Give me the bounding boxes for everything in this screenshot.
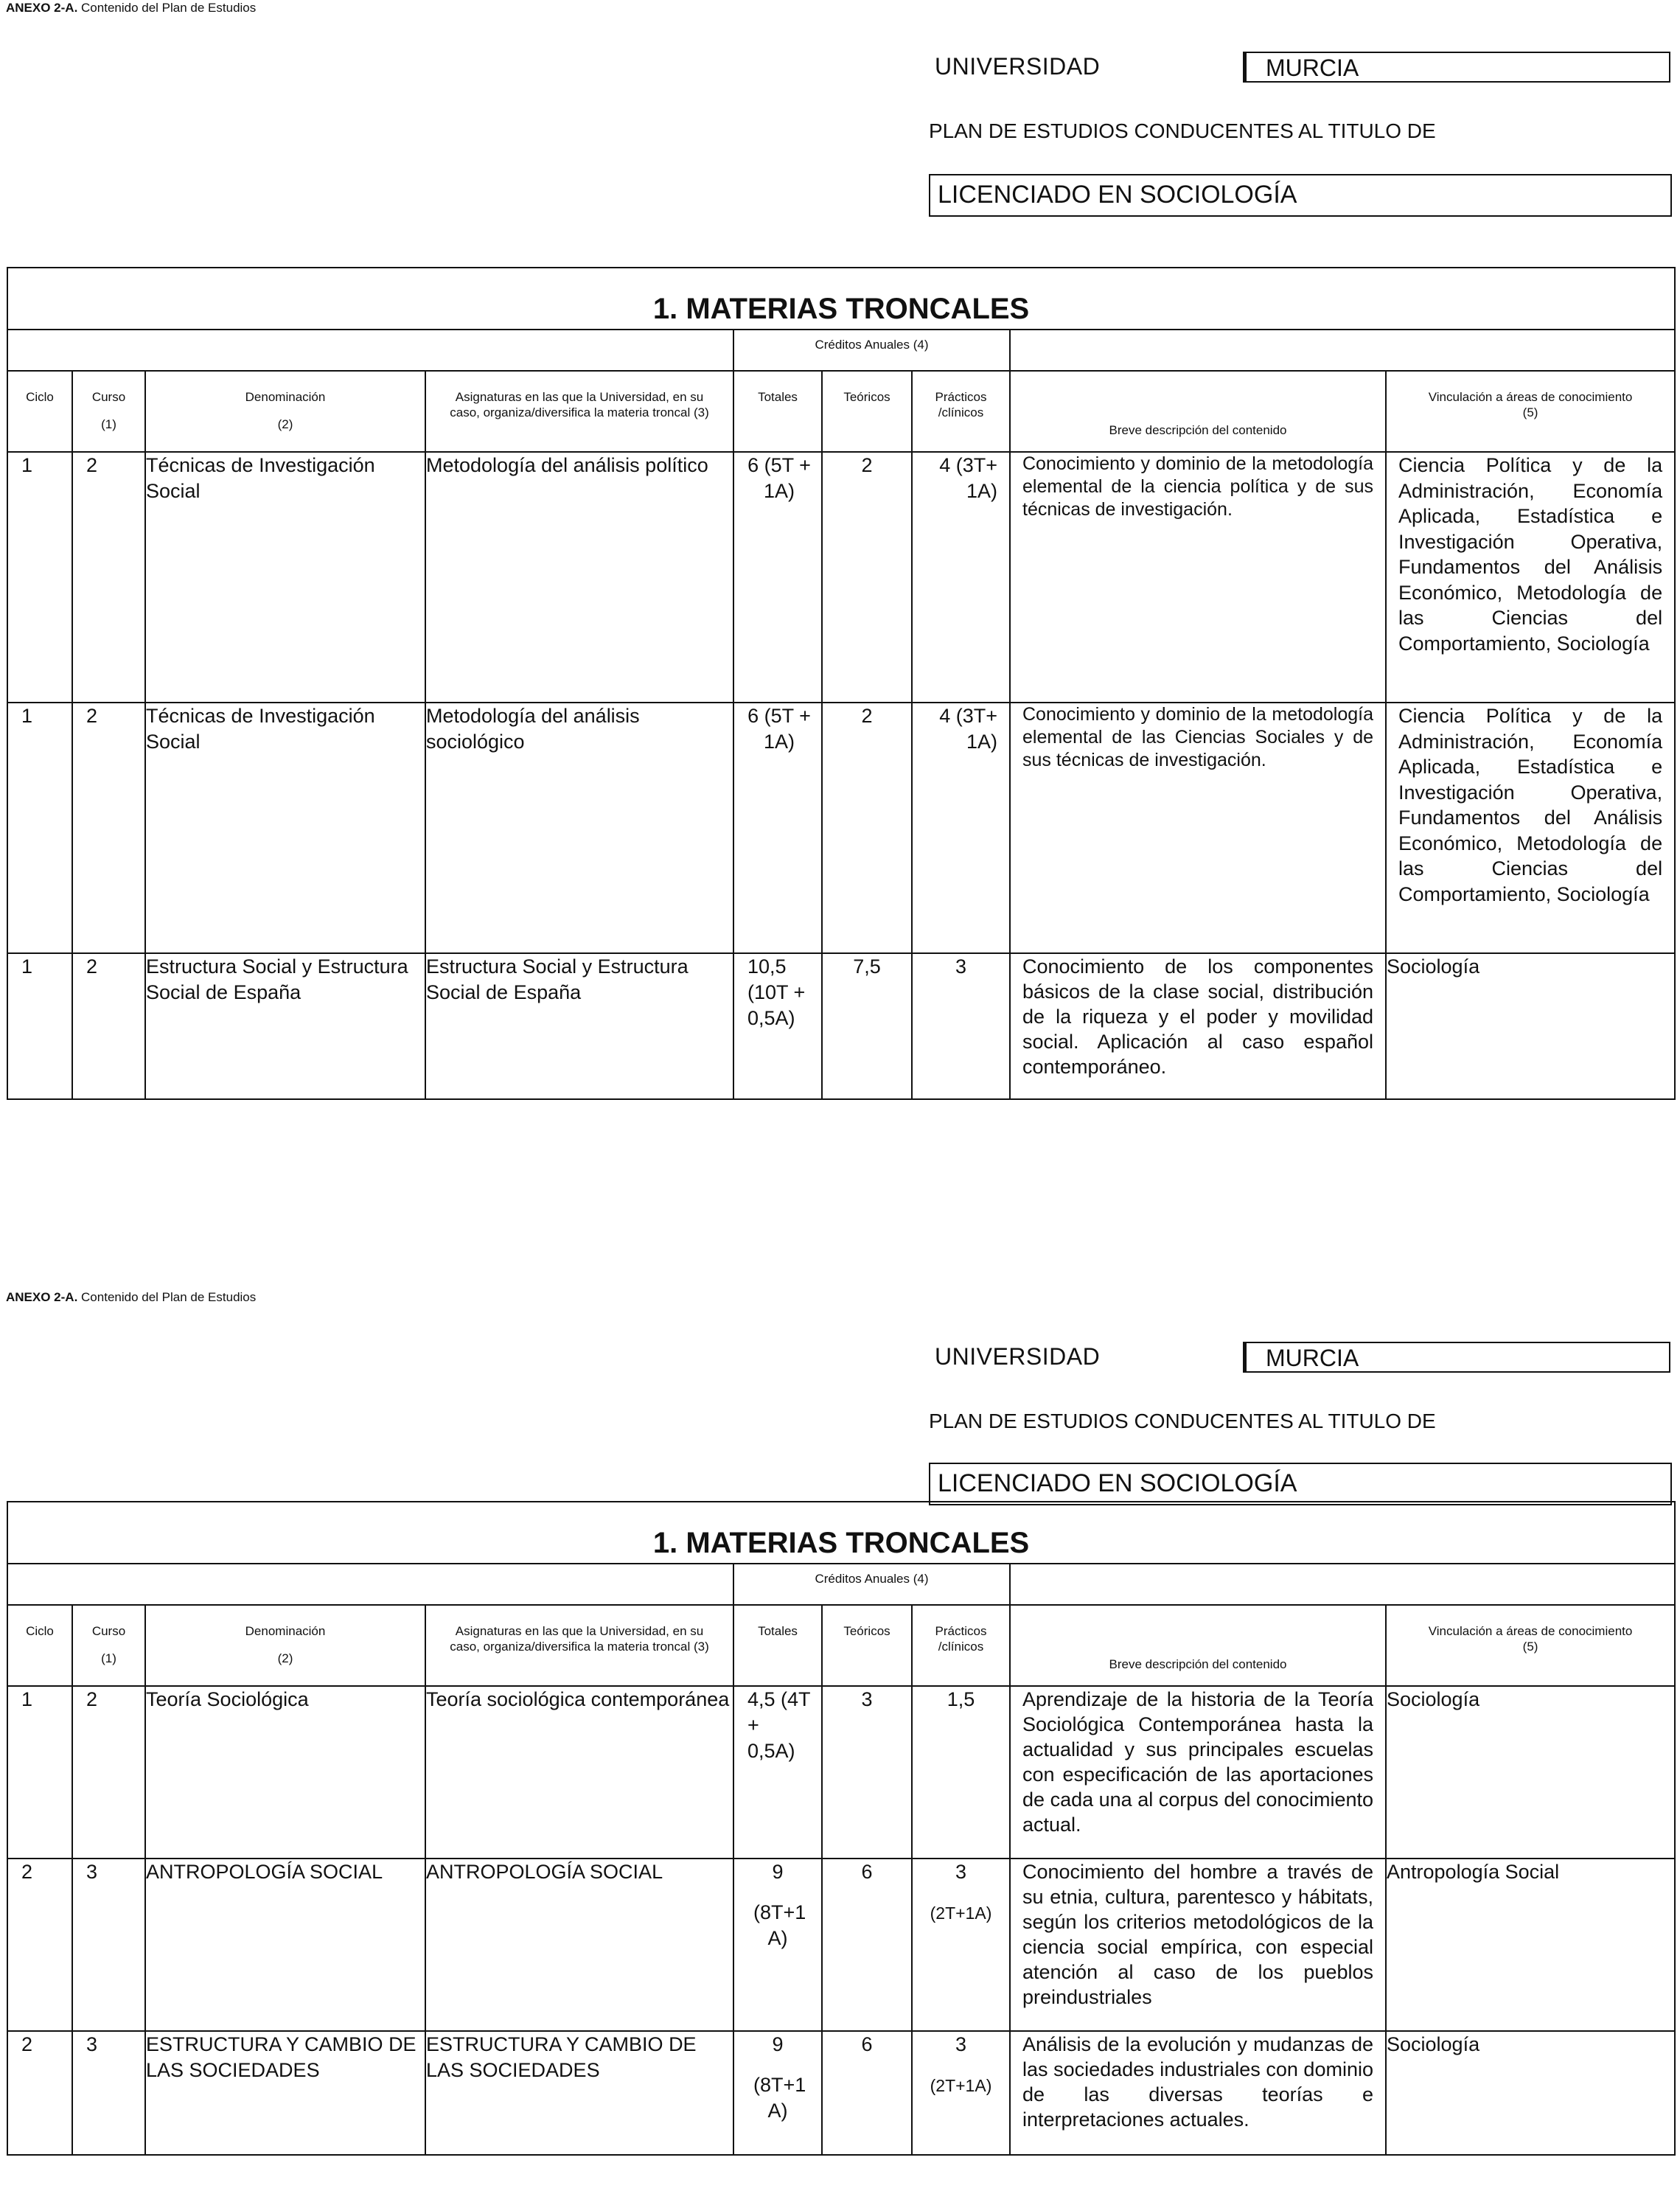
header-totales: Totales (733, 1605, 822, 1686)
cell-vinculacion: Ciencia Política y de la Administración, Economía Aplicada, Estadística e Investigación Operativa, Fundamentos del Análisis Económico, Metodología de las Ciencias del Comportamiento, Sociología (1386, 703, 1675, 953)
cell-vinculacion: Sociología (1386, 1686, 1675, 1859)
plan-label: PLAN DE ESTUDIOS CONDUCENTES AL TITULO DE (929, 1410, 1436, 1432)
cell-totales (733, 2031, 822, 2155)
cell-descripcion: Conocimiento del hombre a través de su etnia, cultura, parentesco y hábitats, según los criterios metodológicos de la ciencia social empírica, con especial atención al caso de los pueblos preindustriales (1010, 1859, 1386, 2031)
header-asignaturas: Asignaturas en las que la Universidad, en su caso, organiza/diversifica la materia troncal (3) (425, 1605, 733, 1686)
cell-teoricos: 2 (822, 703, 912, 953)
cell-teoricos: 6 (822, 1859, 912, 2031)
header-practicos: Prácticos /clínicos (912, 1605, 1010, 1686)
annex-label (6, 1, 256, 15)
annex-text: Contenido del Plan de Estudios (81, 1290, 257, 1304)
cell-asignatura: Teoría sociológica contemporánea (425, 1686, 733, 1859)
totales-main: 9 (772, 2033, 784, 2055)
header-teoricos: Teóricos (822, 1605, 912, 1686)
annex-label (6, 1290, 256, 1305)
header-curso: Curso (1) (72, 371, 145, 452)
cell-curso: 3 (72, 2031, 145, 2155)
creditos-header: Créditos Anuales (4) (733, 1564, 1010, 1605)
cell-asignatura: ANTROPOLOGÍA SOCIAL (425, 1859, 733, 2031)
totales-main: 9 (772, 1861, 784, 1883)
cell-descripcion: Análisis de la evolución y mudanzas de las sociedades industriales con dominio de las diversas teorías e interpretaciones actuales. (1010, 2031, 1386, 2155)
cell-vinculacion: Antropología Social (1386, 1859, 1675, 2031)
titulo-field: LICENCIADO EN SOCIOLOGÍA (929, 1463, 1672, 1505)
header-asignaturas: Asignaturas en las que la Universidad, en su caso, organiza/diversifica la materia troncal (3) (425, 371, 733, 452)
cell-practicos (912, 1859, 1010, 2031)
cell-denominacion: ANTROPOLOGÍA SOCIAL (145, 1859, 425, 2031)
header-vinculacion: Vinculación a áreas de conocimiento (5) (1386, 1605, 1675, 1686)
cell-practicos (912, 2031, 1010, 2155)
totales-sub: (8T+1 A) (753, 2074, 806, 2122)
universidad-field: MURCIA (1243, 52, 1670, 83)
cell-denominacion: ESTRUCTURA Y CAMBIO DE LAS SOCIEDADES (145, 2031, 425, 2155)
cell-totales (733, 1859, 822, 2031)
titulo-field: LICENCIADO EN SOCIOLOGÍA (929, 174, 1672, 217)
cell-ciclo: 1 (7, 1686, 72, 1859)
annex-code: ANEXO 2-A. (6, 1, 78, 15)
cell-practicos: 4 (3T+ 1A) (912, 452, 1010, 703)
table-title: 1. MATERIAS TRONCALES (7, 1502, 1675, 1564)
cell-descripcion: Conocimiento y dominio de la metodología elemental de las Ciencias Sociales y de sus técnicas de investigación. (1010, 703, 1386, 953)
cell-curso: 2 (72, 703, 145, 953)
cell-asignatura: Estructura Social y Estructura Social de España (425, 953, 733, 1099)
cell-totales: 6 (5T + 1A) (733, 452, 822, 703)
cell-totales: 6 (5T + 1A) (733, 703, 822, 953)
header-denominacion: Denominación (2) (145, 371, 425, 452)
header-curso: Curso (1) (72, 1605, 145, 1686)
cell-teoricos: 7,5 (822, 953, 912, 1099)
cell-asignatura: Metodología del análisis sociológico (425, 703, 733, 953)
cell-denominacion: Técnicas de Investigación Social (145, 452, 425, 703)
cell-totales: 4,5 (4T + 0,5A) (733, 1686, 822, 1859)
cell-ciclo: 2 (7, 2031, 72, 2155)
header-practicos: Prácticos /clínicos (912, 371, 1010, 452)
table-row (7, 1686, 1675, 1859)
cell-vinculacion: Ciencia Política y de la Administración, Economía Aplicada, Estadística e Investigación Operativa, Fundamentos del Análisis Económico, Metodología de las Ciencias del Comportamiento, Sociología (1386, 452, 1675, 703)
header-totales: Totales (733, 371, 822, 452)
cell-descripcion: Conocimiento y dominio de la metodología elemental de la ciencia política y de sus técnicas de investigación. (1010, 452, 1386, 703)
creditos-header: Créditos Anuales (4) (733, 330, 1010, 371)
cell-teoricos: 3 (822, 1686, 912, 1859)
practicos-main: 3 (955, 1861, 967, 1883)
materias-troncales-table (7, 1501, 1676, 2156)
page-section-2 (0, 1096, 1680, 2191)
cell-curso: 3 (72, 1859, 145, 2031)
cell-teoricos: 6 (822, 2031, 912, 2155)
universidad-label: UNIVERSIDAD (935, 1343, 1101, 1370)
cell-ciclo: 1 (7, 703, 72, 953)
header-ciclo: Ciclo (7, 1605, 72, 1686)
cell-vinculacion: Sociología (1386, 953, 1675, 1099)
materias-troncales-table (7, 267, 1676, 1100)
cell-curso: 2 (72, 1686, 145, 1859)
annex-text: Contenido del Plan de Estudios (81, 1, 257, 15)
practicos-sub: (2T+1A) (930, 2076, 992, 2095)
header-denominacion: Denominación (2) (145, 1605, 425, 1686)
header-teoricos: Teóricos (822, 371, 912, 452)
blank-header-cell (1010, 1564, 1675, 1605)
header-descripcion: Breve descripción del contenido (1010, 1605, 1386, 1686)
cell-asignatura: Metodología del análisis político (425, 452, 733, 703)
table-row (7, 953, 1675, 1099)
table-title: 1. MATERIAS TRONCALES (7, 268, 1675, 330)
cell-vinculacion: Sociología (1386, 2031, 1675, 2155)
table-row (7, 703, 1675, 953)
table-row (7, 1859, 1675, 2031)
cell-ciclo: 1 (7, 452, 72, 703)
cell-descripcion: Conocimiento de los componentes básicos de la clase social, distribución de la riqueza y el poder y movilidad social. Aplicación al caso español contemporáneo. (1010, 953, 1386, 1099)
table-row (7, 452, 1675, 703)
practicos-sub: (2T+1A) (930, 1903, 992, 1923)
header-descripcion: Breve descripción del contenido (1010, 371, 1386, 452)
cell-practicos: 3 (912, 953, 1010, 1099)
totales-sub: (8T+1 A) (753, 1901, 806, 1949)
blank-header-cell (1010, 330, 1675, 371)
plan-label: PLAN DE ESTUDIOS CONDUCENTES AL TITULO DE (929, 119, 1436, 142)
cell-teoricos: 2 (822, 452, 912, 703)
header-ciclo: Ciclo (7, 371, 72, 452)
cell-practicos: 4 (3T+ 1A) (912, 703, 1010, 953)
blank-header-cell (7, 330, 733, 371)
cell-denominacion: Técnicas de Investigación Social (145, 703, 425, 953)
cell-denominacion: Estructura Social y Estructura Social de España (145, 953, 425, 1099)
cell-totales: 10,5 (10T + 0,5A) (733, 953, 822, 1099)
blank-header-cell (7, 1564, 733, 1605)
table-row (7, 2031, 1675, 2155)
annex-code: ANEXO 2-A. (6, 1290, 78, 1304)
cell-asignatura: ESTRUCTURA Y CAMBIO DE LAS SOCIEDADES (425, 2031, 733, 2155)
cell-ciclo: 2 (7, 1859, 72, 2031)
cell-denominacion: Teoría Sociológica (145, 1686, 425, 1859)
cell-curso: 2 (72, 953, 145, 1099)
cell-curso: 2 (72, 452, 145, 703)
cell-ciclo: 1 (7, 953, 72, 1099)
cell-practicos: 1,5 (912, 1686, 1010, 1859)
universidad-label: UNIVERSIDAD (935, 53, 1101, 80)
cell-descripcion: Aprendizaje de la historia de la Teoría Sociológica Contemporánea hasta la actualidad y sus principales escuelas con especificación de las aportaciones de cada una al corpus del conocimiento actual. (1010, 1686, 1386, 1859)
header-vinculacion: Vinculación a áreas de conocimiento (5) (1386, 371, 1675, 452)
practicos-main: 3 (955, 2033, 967, 2055)
universidad-field: MURCIA (1243, 1342, 1670, 1373)
